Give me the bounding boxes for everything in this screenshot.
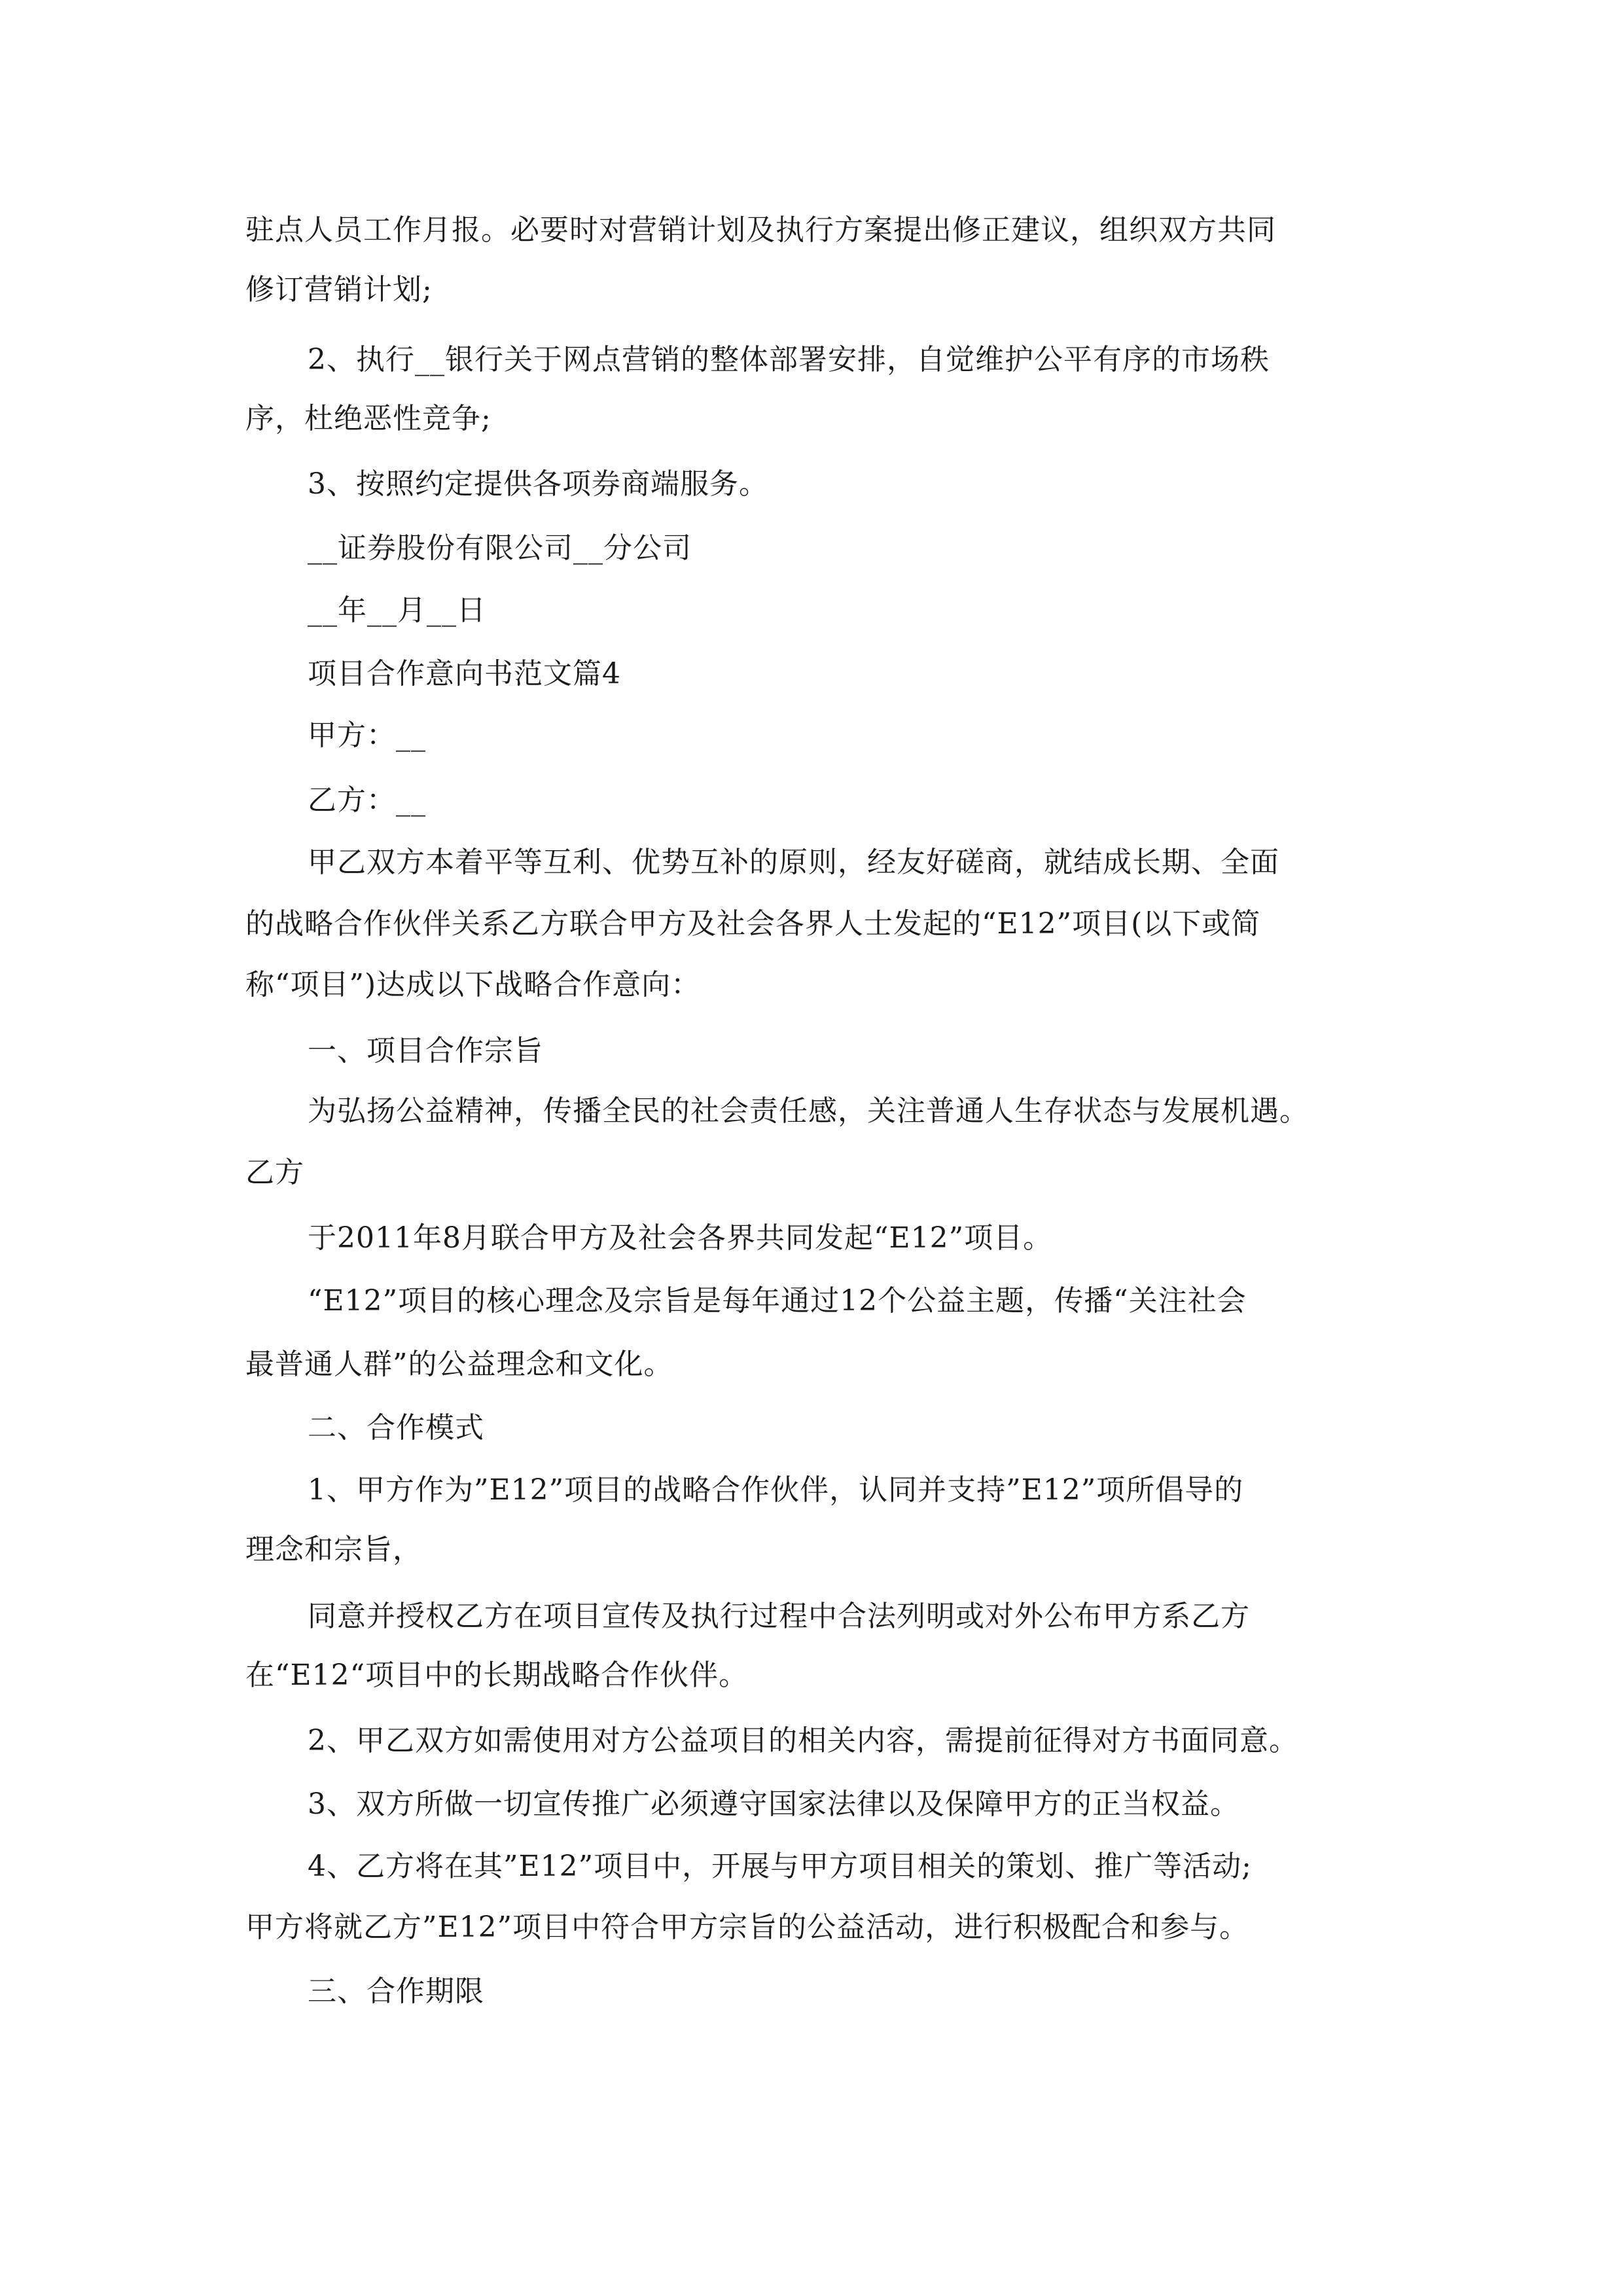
- text-line-2: 修订营销计划;: [245, 273, 433, 306]
- text-line-29: 三、合作期限: [308, 1975, 484, 2008]
- text-line-6: __证券股份有限公司__分公司: [308, 531, 692, 565]
- text-line-15: 为弘扬公益精神，传播全民的社会责任感，关注普通人生存状态与发展机遇。: [308, 1094, 1309, 1128]
- text-line-23: 同意并授权乙方在项目宣传及执行过程中合法列明或对外公布甲方系乙方: [308, 1600, 1250, 1633]
- text-line-14: 一、项目合作宗旨: [308, 1034, 543, 1067]
- text-line-13: 称“项目”)达成以下战略合作意向：: [245, 968, 701, 1001]
- text-line-22: 理念和宗旨，: [245, 1533, 422, 1566]
- text-line-16: 乙方: [245, 1156, 304, 1189]
- text-line-11: 甲乙双方本着平等互利、优势互补的原则，经友好磋商，就结成长期、全面: [308, 846, 1279, 879]
- text-line-18: “E12”项目的核心理念及宗旨是每年通过12个公益主题，传播“关注社会: [308, 1284, 1247, 1318]
- text-line-21: 1、甲方作为”E12”项目的战略合作伙伴，认同并支持”E12”项所倡导的: [308, 1473, 1244, 1507]
- text-line-26: 3、双方所做一切宣传推广必须遵守国家法律以及保障甲方的正当权益。: [308, 1787, 1240, 1821]
- text-line-25: 2、甲乙双方如需使用对方公益项目的相关内容，需提前征得对方书面同意。: [308, 1724, 1298, 1757]
- text-line-1: 驻点人员工作月报。必要时对营销计划及执行方案提出修正建议，组织双方共同: [245, 213, 1276, 247]
- text-line-3: 2、执行__银行关于网点营销的整体部署安排，自觉维护公平有序的市场秩: [308, 343, 1270, 376]
- text-line-5: 3、按照约定提供各项券商端服务。: [308, 467, 768, 501]
- text-line-24: 在“E12“项目中的长期战略合作伙伴。: [245, 1659, 749, 1692]
- text-line-10: 乙方：__: [308, 783, 426, 817]
- text-line-12: 的战略合作伙伴关系乙方联合甲方及社会各界人士发起的“E12”项目(以下或简: [245, 907, 1261, 941]
- text-line-19: 最普通人群”的公益理念和文化。: [245, 1348, 673, 1381]
- text-line-20: 二、合作模式: [308, 1411, 484, 1444]
- text-line-28: 甲方将就乙方”E12”项目中符合甲方宗旨的公益活动，进行积极配合和参与。: [245, 1910, 1249, 1944]
- text-line-8: 项目合作意向书范文篇4: [308, 657, 621, 691]
- text-line-4: 序，杜绝恶性竞争;: [245, 402, 491, 435]
- text-line-17: 于2011年8月联合甲方及社会各界共同发起“E12”项目。: [308, 1221, 1053, 1255]
- text-line-7: __年__月__日: [308, 594, 486, 627]
- text-line-9: 甲方：__: [308, 719, 426, 752]
- text-line-27: 4、乙方将在其”E12”项目中，开展与甲方项目相关的策划、推广等活动;: [308, 1850, 1252, 1883]
